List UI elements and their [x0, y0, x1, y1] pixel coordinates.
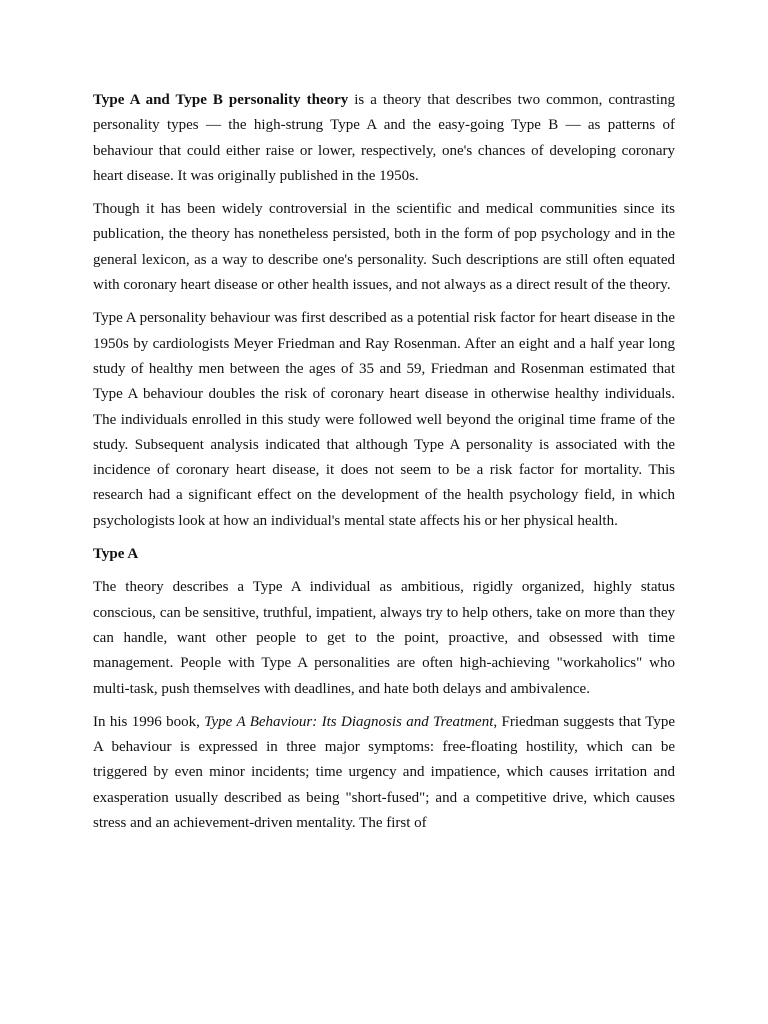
controversy-paragraph: Though it has been widely controversial in the scientific and medical communities since its publication, the theory has nonetheless persisted, both in the form of pop psychology and in the general lexicon, as a way to describe one's personality. Such descriptions are still often equated with coronary heart disease or other health issues, and not always as a direct result of the theory.: [93, 201, 675, 294]
history-paragraph: Type A personality behaviour was first described as a potential risk factor for heart disease in the 1950s by cardiologists Meyer Friedman and Ray Rosenman. After an eight and a half year long study of healthy men between the ages of 35 and 59, Friedman and Rosenman estimated that Type A behaviour doubles the risk of coronary heart disease in otherwise healthy individuals. The individuals enrolled in this study were followed well beyond the original time frame of the study. Subsequent analysis indicated that although Type A personality is associated with the incidence of coronary heart disease, it does not seem to be a risk factor for mortality. This research had a significant effect on the development of the health psychology field, in which psychologists look at how an individual's mental state affects his or her physical health.: [93, 310, 675, 529]
book-title: Type A Behaviour: Its Diagnosis and Treatment: [204, 713, 494, 730]
book-body-text: , Friedman suggests that Type A behaviour is expressed in three major symptoms: free-floating hostility, which can be triggered by even minor incidents; time urgency and impatience, which causes irritation and exasperation usually described as being "short-fused"; and a competitive drive, which causes stress and an achievement-driven mentality. The first of: [93, 713, 676, 832]
intro-bold-term: Type A and Type B personality theory: [93, 92, 349, 108]
friedman-book-paragraph: [93, 710, 675, 836]
intro-paragraph: [93, 88, 675, 189]
intro-text: is a theory that describes two common, contrasting personality types — the high-strung Type A and the easy-going Type B — as patterns of behaviour that could either raise or lower, respectively, one's chances of developing coronary heart disease. It was originally published in the 1950s.: [93, 92, 675, 184]
type-a-description-paragraph: The theory describes a Type A individual as ambitious, rigidly organized, highly status conscious, can be sensitive, truthful, impatient, always try to help others, take on more than they can handle, want other people to get to the point, proactive, and obsessed with time management. People with Type A personalities are often high-achieving "workaholics" who multi-task, push themselves with deadlines, and hate both delays and ambivalence.: [93, 579, 675, 697]
document-page: [93, 88, 675, 844]
type-a-heading: Type A: [93, 546, 139, 563]
book-lead-text: In his 1996 book,: [93, 713, 205, 730]
